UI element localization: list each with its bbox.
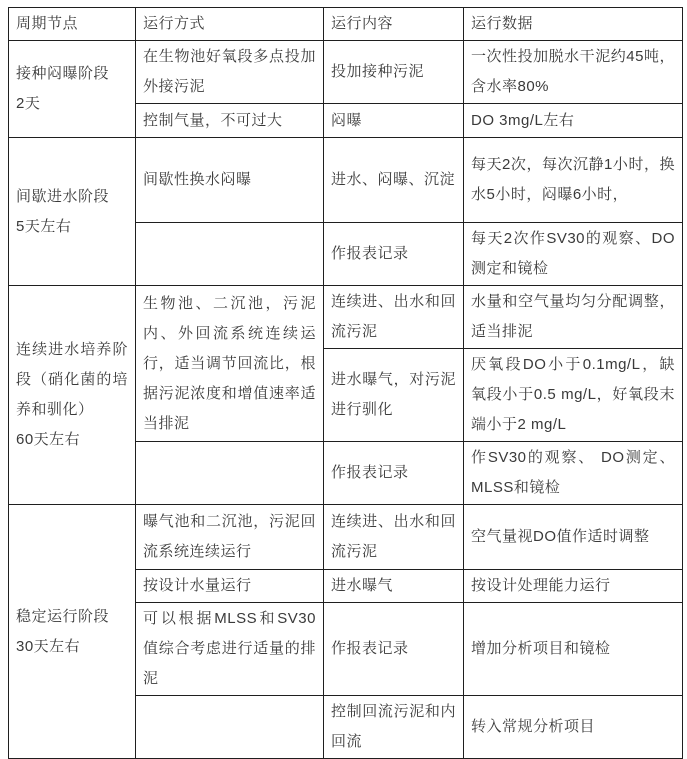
mode-cell-empty <box>136 696 324 759</box>
data-cell: 增加分析项目和镜检 <box>464 603 683 696</box>
data-cell: 厌氧段DO小于0.1mg/L，缺氧段小于0.5 mg/L，好氧段末端小于2 mg/L <box>464 349 683 442</box>
mode-cell: 曝气池和二沉池，污泥回流系统连续运行 <box>136 505 324 570</box>
content-cell: 进水、闷曝、沉淀 <box>324 138 464 223</box>
content-cell: 闷曝 <box>324 104 464 138</box>
table-row <box>9 41 683 104</box>
phase-cell-stable-operation <box>9 505 136 759</box>
content-cell: 进水曝气，对污泥进行驯化 <box>324 349 464 442</box>
data-cell: 一次性投加脱水干泥约45吨，含水率80% <box>464 41 683 104</box>
table-row <box>9 138 683 223</box>
content-cell: 连续进、出水和回流污泥 <box>324 286 464 349</box>
data-cell: 水量和空气量均匀分配调整，适当排泥 <box>464 286 683 349</box>
phase-cell-intermittent-feed <box>9 138 136 286</box>
mode-cell: 生物池、二沉池，污泥内、外回流系统连续运行，适当调节回流比，根据污泥浓度和增值速率适当排泥 <box>136 286 324 442</box>
content-cell: 作报表记录 <box>324 603 464 696</box>
column-header-mode: 运行方式 <box>136 8 324 41</box>
mode-cell: 控制气量，不可过大 <box>136 104 324 138</box>
phase-duration: 60天左右 <box>16 431 81 448</box>
mode-cell-empty <box>136 223 324 286</box>
mode-cell: 按设计水量运行 <box>136 570 324 603</box>
column-header-data: 运行数据 <box>464 8 683 41</box>
content-cell: 控制回流污泥和内回流 <box>324 696 464 759</box>
column-header-content: 运行内容 <box>324 8 464 41</box>
data-cell: 每天2次作SV30的观察、DO测定和镜检 <box>464 223 683 286</box>
phase-duration: 30天左右 <box>16 637 81 655</box>
mode-cell-empty <box>136 442 324 505</box>
operation-phase-table <box>8 7 683 759</box>
mode-cell: 间歇性换水闷曝 <box>136 138 324 223</box>
phase-cell-continuous-feed-cultivation <box>9 286 136 505</box>
data-cell: 空气量视DO值作适时调整 <box>464 505 683 570</box>
table-row <box>9 286 683 349</box>
mode-cell: 可以根据MLSS和SV30值综合考虑进行适量的排泥 <box>136 603 324 696</box>
data-cell: 转入常规分析项目 <box>464 696 683 759</box>
data-cell: 按设计处理能力运行 <box>464 570 683 603</box>
data-cell: 作SV30的观察、 DO测定、MLSS和镜检 <box>464 442 683 505</box>
content-cell: 投加接种污泥 <box>324 41 464 104</box>
column-header-phase: 周期节点 <box>9 8 136 41</box>
data-cell: 每天2次，每次沉静1小时，换水5小时，闷曝6小时， <box>464 138 683 223</box>
phase-cell-seeding-aeration <box>9 41 136 138</box>
phase-name: 接种闷曝阶段 <box>16 65 110 82</box>
phase-name: 连续进水培养阶段（硝化菌的培养和驯化） <box>16 341 128 418</box>
mode-cell: 在生物池好氧段多点投加外接污泥 <box>136 41 324 104</box>
table-row <box>9 505 683 570</box>
data-cell: DO 3mg/L左右 <box>464 104 683 138</box>
table-header-row <box>9 8 683 41</box>
phase-duration: 5天左右 <box>16 217 72 235</box>
phase-name: 间歇进水阶段 <box>16 187 110 205</box>
phase-duration: 2天 <box>16 95 41 112</box>
content-cell: 进水曝气 <box>324 570 464 603</box>
content-cell: 作报表记录 <box>324 223 464 286</box>
content-cell: 作报表记录 <box>324 442 464 505</box>
content-cell: 连续进、出水和回流污泥 <box>324 505 464 570</box>
phase-name: 稳定运行阶段 <box>16 607 110 625</box>
